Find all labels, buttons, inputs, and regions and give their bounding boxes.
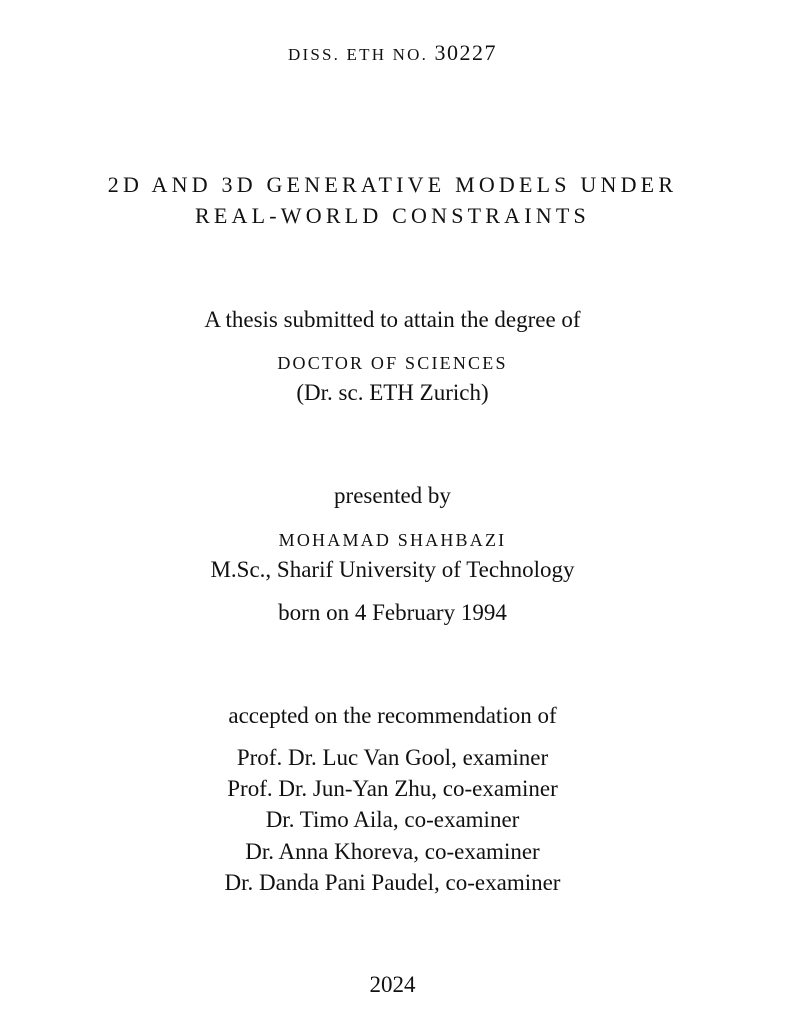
degree-name: DOCTOR OF SCIENCES [277, 353, 508, 373]
committee-member: Prof. Dr. Luc Van Gool, examiner [236, 745, 549, 770]
degree-intro: A thesis submitted to attain the degree of [204, 307, 581, 332]
author-prior-degree: M.Sc., Sharif University of Technology [210, 557, 575, 582]
thesis-title-line-2: REAL-WORLD CONSTRAINTS [195, 203, 590, 228]
author-name: MOHAMAD SHAHBAZI [278, 530, 507, 550]
publication-year: 2024 [369, 972, 416, 997]
dissertation-label: DISS. ETH NO. [288, 45, 429, 64]
committee-member: Prof. Dr. Jun-Yan Zhu, co-examiner [227, 776, 558, 801]
author-birth-date: born on 4 February 1994 [278, 600, 507, 625]
dissertation-number-value: 30227 [434, 40, 497, 65]
degree-abbreviation: (Dr. sc. ETH Zurich) [296, 380, 489, 405]
committee-member: Dr. Danda Pani Paudel, co-examiner [224, 870, 561, 895]
thesis-title-line-1: 2D AND 3D GENERATIVE MODELS UNDER [107, 172, 678, 197]
presented-by: presented by [334, 483, 451, 508]
committee-intro: accepted on the recommendation of [228, 703, 557, 728]
committee-member: Dr. Timo Aila, co-examiner [265, 807, 520, 832]
dissertation-number [0, 42, 785, 64]
committee-member: Dr. Anna Khoreva, co-examiner [245, 839, 540, 864]
